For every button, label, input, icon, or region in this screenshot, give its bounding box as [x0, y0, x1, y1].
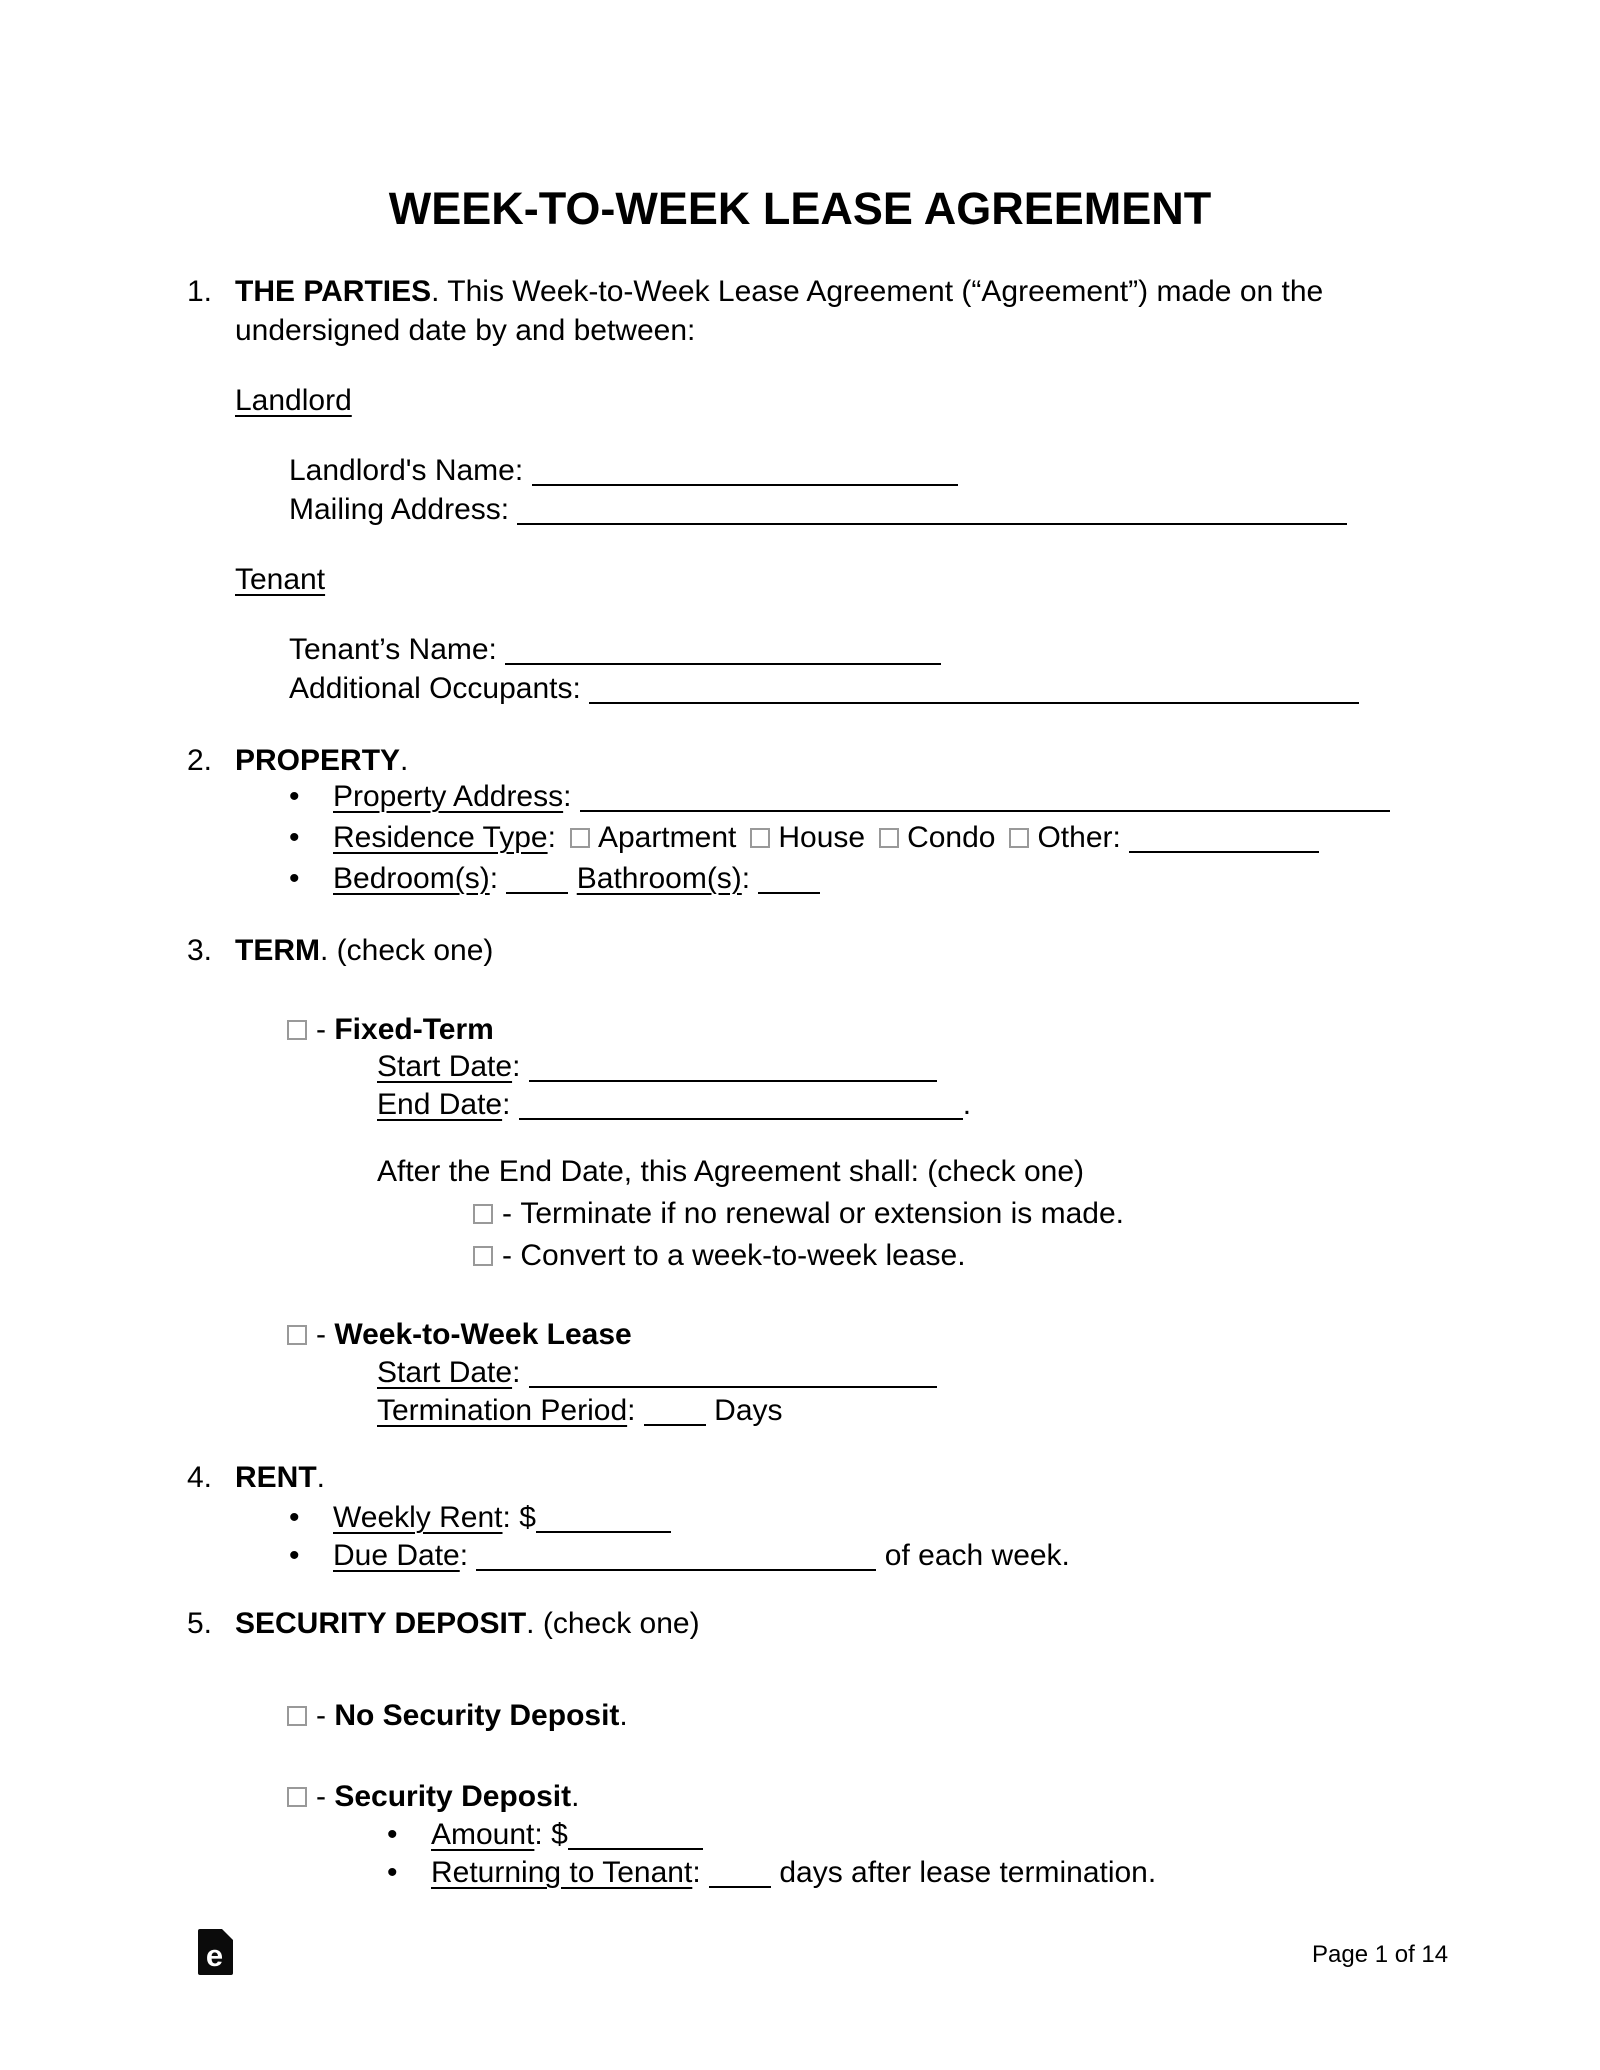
- checkbox-apartment[interactable]: [570, 828, 590, 848]
- tenant-name-label: Tenant’s Name:: [289, 633, 497, 666]
- landlord-heading: Landlord: [235, 384, 352, 417]
- weekly-rent-row: • Weekly Rent: $: [289, 1500, 671, 1536]
- end-date-label: End Date: [377, 1088, 503, 1121]
- option-house-label: House: [778, 821, 866, 854]
- landlord-name-label: Landlord's Name:: [289, 454, 524, 487]
- additional-occupants-row: [289, 671, 1359, 707]
- bullet-icon: •: [289, 862, 300, 895]
- checkbox-terminate[interactable]: [473, 1204, 493, 1224]
- bullet-icon: •: [387, 1818, 398, 1851]
- start-date-label: Start Date: [377, 1050, 513, 1083]
- termination-days-suffix: Days: [714, 1394, 783, 1427]
- additional-occupants-label: Additional Occupants:: [289, 672, 581, 705]
- security-deposit-row: - Security Deposit.: [287, 1779, 579, 1815]
- weekly-rent-blank[interactable]: [536, 1507, 671, 1533]
- section-number: 5.: [187, 1607, 213, 1640]
- checkbox-no-security-deposit[interactable]: [287, 1706, 307, 1726]
- property-address-row: • Property Address:: [289, 779, 1390, 815]
- start-date-label: Start Date: [377, 1356, 513, 1389]
- landlord-name-blank[interactable]: [532, 460, 958, 486]
- section-property-heading: 2. PROPERTY.: [187, 744, 409, 777]
- due-date-label: Due Date: [333, 1539, 460, 1572]
- property-address-blank[interactable]: [580, 786, 1390, 812]
- mailing-address-row: [289, 492, 1347, 528]
- no-security-deposit-label: No Security Deposit: [334, 1699, 620, 1732]
- bedrooms-blank[interactable]: [506, 868, 568, 894]
- deposit-return-blank[interactable]: [709, 1862, 771, 1888]
- bullet-icon: •: [387, 1856, 398, 1889]
- after-end-date-text: After the End Date, this Agreement shall: (check one): [377, 1155, 1085, 1188]
- checkbox-house[interactable]: [750, 828, 770, 848]
- fixed-start-date-row: Start Date:: [377, 1049, 937, 1085]
- residence-type-label: Residence Type: [333, 821, 548, 854]
- mailing-address-label: Mailing Address:: [289, 493, 510, 526]
- checkbox-other[interactable]: [1009, 828, 1029, 848]
- property-address-label: Property Address: [333, 780, 564, 813]
- section-heading: THE PARTIES: [235, 275, 432, 308]
- tenant-heading: Tenant: [235, 563, 326, 596]
- checkbox-convert[interactable]: [473, 1246, 493, 1266]
- landlord-name-row: [289, 453, 958, 489]
- week-to-week-row: - Week-to-Week Lease: [287, 1317, 632, 1353]
- section-deposit-heading: 5. SECURITY DEPOSIT. (check one): [187, 1607, 700, 1640]
- tenant-name-row: [289, 632, 941, 668]
- checkbox-condo[interactable]: [879, 828, 899, 848]
- bullet-icon: •: [289, 780, 300, 813]
- fixed-end-date-row: End Date: .: [377, 1088, 972, 1121]
- page-title: WEEK-TO-WEEK LEASE AGREEMENT: [388, 183, 1212, 234]
- due-date-suffix: of each week.: [884, 1539, 1070, 1572]
- checkbox-fixed-term[interactable]: [287, 1020, 307, 1040]
- residence-type-row: • Residence Type: Apartment House Condo Other:: [289, 820, 1319, 856]
- termination-period-blank[interactable]: [644, 1400, 706, 1426]
- bed-bath-row: • Bedroom(s): Bathroom(s):: [289, 861, 820, 897]
- section-intro-text: . This Week-to-Week Lease Agreement (“Agreement”) made on the undersigned date by and between:: [235, 275, 1324, 347]
- deposit-amount-blank[interactable]: [568, 1824, 703, 1850]
- weekly-start-date-row: Start Date:: [377, 1355, 937, 1391]
- returning-to-tenant-label: Returning to Tenant: [431, 1856, 693, 1889]
- terminate-option-label: Terminate if no renewal or extension is made.: [520, 1197, 1124, 1230]
- dollar-sign: $: [551, 1818, 568, 1851]
- section-number: 2.: [187, 744, 213, 777]
- due-date-blank[interactable]: [476, 1545, 876, 1571]
- option-apartment-label: Apartment: [597, 821, 737, 854]
- section-rent-heading: 4. RENT.: [187, 1461, 326, 1494]
- dollar-sign: $: [519, 1501, 536, 1534]
- option-condo-label: Condo: [907, 821, 996, 854]
- option-other-label: Other:: [1037, 821, 1121, 854]
- eforms-logo: [198, 1929, 233, 1975]
- checkbox-week-to-week[interactable]: [287, 1325, 307, 1345]
- deposit-amount-row: • Amount: $: [387, 1817, 703, 1853]
- due-date-row: • Due Date: of each week.: [289, 1539, 1070, 1572]
- deposit-return-row: • Returning to Tenant: days after lease termination.: [387, 1856, 1157, 1889]
- additional-occupants-blank[interactable]: [589, 678, 1359, 704]
- amount-label: Amount: [431, 1818, 535, 1851]
- bullet-icon: •: [289, 1501, 300, 1534]
- bullet-icon: •: [289, 1539, 300, 1572]
- terminate-option-row: - Terminate if no renewal or extension is made.: [473, 1196, 1124, 1232]
- fixed-start-date-blank[interactable]: [529, 1056, 937, 1082]
- no-security-deposit-row: - No Security Deposit.: [287, 1698, 628, 1734]
- section-parties-intro: [187, 272, 1415, 350]
- tenant-name-blank[interactable]: [505, 639, 941, 665]
- fixed-end-date-blank[interactable]: [519, 1094, 963, 1120]
- security-deposit-label: Security Deposit: [334, 1780, 572, 1813]
- week-to-week-label: Week-to-Week Lease: [334, 1318, 632, 1351]
- convert-option-row: - Convert to a week-to-week lease.: [473, 1238, 966, 1274]
- weekly-rent-label: Weekly Rent: [333, 1501, 503, 1534]
- bedrooms-label: Bedroom(s): [333, 862, 490, 895]
- checkbox-security-deposit[interactable]: [287, 1787, 307, 1807]
- page-number: Page 1 of 14: [1312, 1941, 1449, 1968]
- eforms-logo-letter: e: [205, 1937, 224, 1973]
- mailing-address-blank[interactable]: [517, 499, 1347, 525]
- fixed-term-label: Fixed-Term: [334, 1013, 494, 1046]
- section-number: 4.: [187, 1461, 213, 1494]
- bathrooms-label: Bathroom(s): [576, 862, 742, 895]
- deposit-return-suffix: days after lease termination.: [779, 1856, 1157, 1889]
- convert-option-label: Convert to a week-to-week lease.: [520, 1239, 966, 1272]
- section-number: 3.: [187, 934, 213, 967]
- bathrooms-blank[interactable]: [758, 868, 820, 894]
- section-number: 1.: [187, 275, 213, 308]
- residence-other-blank[interactable]: [1129, 827, 1319, 853]
- termination-period-row: Termination Period: Days: [377, 1394, 783, 1427]
- section-term-heading: 3. TERM. (check one): [187, 934, 494, 967]
- bullet-icon: •: [289, 821, 300, 854]
- weekly-start-date-blank[interactable]: [529, 1362, 937, 1388]
- fixed-term-row: - Fixed-Term: [287, 1012, 494, 1048]
- termination-period-label: Termination Period: [377, 1394, 628, 1427]
